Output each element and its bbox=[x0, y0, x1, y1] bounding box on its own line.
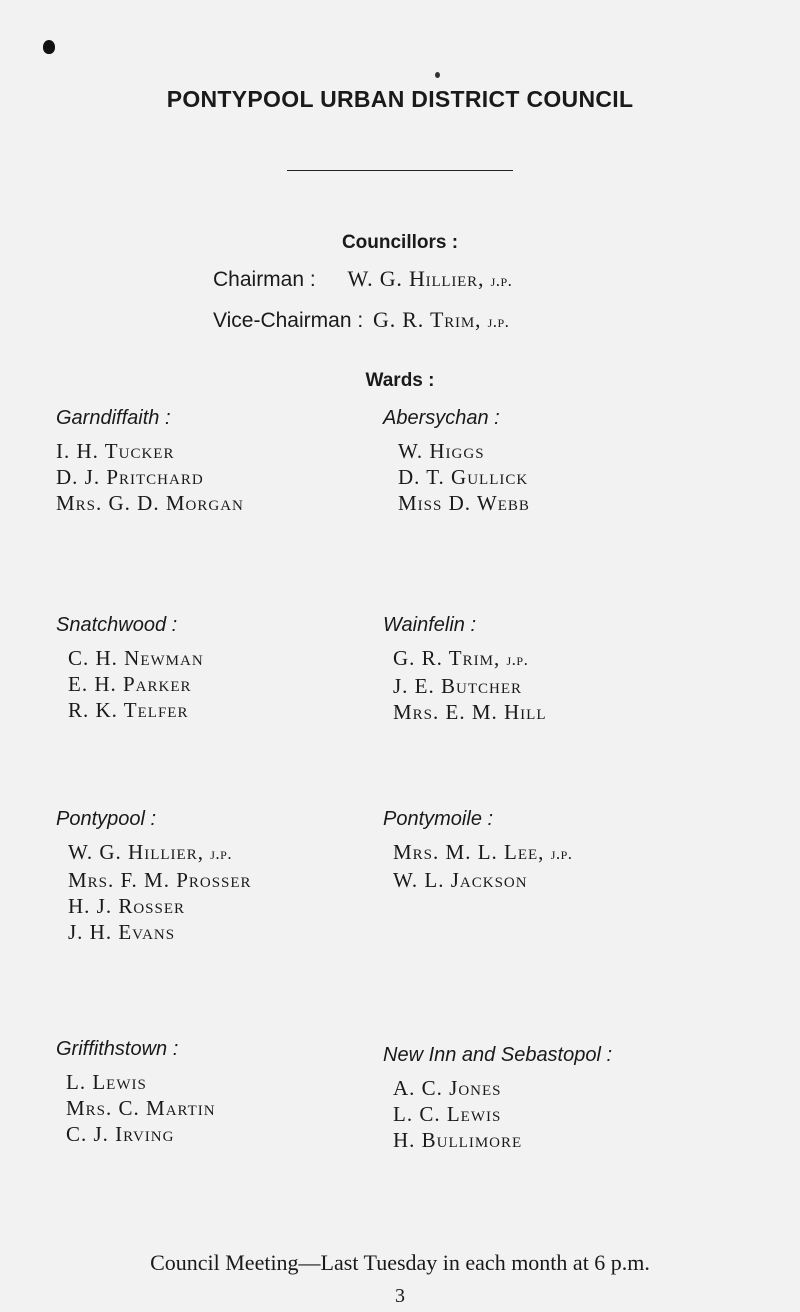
vice-chairman-name: G. R. Trim, j.p. bbox=[373, 307, 510, 332]
vice-chairman-label: Vice-Chairman : bbox=[213, 309, 364, 332]
ink-blot-mark bbox=[43, 40, 55, 54]
list-item: C. J. Irving bbox=[66, 1122, 175, 1146]
ward-name: Wainfelin : bbox=[383, 614, 477, 636]
list-item: L. C. Lewis bbox=[393, 1102, 502, 1126]
member-list bbox=[56, 645, 204, 723]
list-item: H. Bullimore bbox=[393, 1128, 523, 1152]
list-item: Mrs. F. M. Prosser bbox=[68, 868, 252, 892]
list-item: J. H. Evans bbox=[68, 920, 176, 944]
list-item: Mrs. M. L. Lee, j.p. bbox=[393, 840, 573, 864]
ward-name: Pontypool : bbox=[56, 808, 157, 830]
list-item: W. L. Jackson bbox=[393, 868, 528, 892]
ward-griffithstown bbox=[56, 1038, 216, 1147]
list-item: W. Higgs bbox=[398, 439, 485, 463]
page-number: 3 bbox=[395, 1285, 405, 1307]
wards-heading: Wards : bbox=[365, 370, 435, 391]
member-list bbox=[383, 438, 530, 516]
ink-dot-mark bbox=[435, 72, 440, 78]
ward-snatchwood bbox=[56, 614, 204, 723]
list-item: Mrs. C. Martin bbox=[66, 1096, 216, 1120]
list-item: D. J. Pritchard bbox=[56, 465, 204, 489]
ward-pontymoile bbox=[383, 808, 573, 893]
member-list bbox=[56, 839, 252, 945]
ward-name: Garndiffaith : bbox=[56, 407, 171, 429]
member-list bbox=[383, 645, 547, 725]
ward-name: Snatchwood : bbox=[56, 614, 178, 636]
list-item: R. K. Telfer bbox=[68, 698, 189, 722]
title-divider bbox=[287, 170, 513, 171]
list-item: H. J. Rosser bbox=[68, 894, 186, 918]
ward-pontypool bbox=[56, 808, 252, 945]
list-item: I. H. Tucker bbox=[56, 439, 175, 463]
list-item: Mrs. G. D. Morgan bbox=[56, 491, 244, 515]
councillors-heading: Councillors : bbox=[341, 232, 459, 253]
ward-name: Abersychan : bbox=[383, 407, 500, 429]
chairman-name: W. G. Hillier, j.p. bbox=[347, 266, 513, 291]
member-list bbox=[56, 438, 244, 516]
list-item: L. Lewis bbox=[66, 1070, 147, 1094]
ward-name: New Inn and Sebastopol : bbox=[383, 1044, 613, 1066]
list-item: Mrs. E. M. Hill bbox=[393, 700, 547, 724]
council-meeting-note: Council Meeting—Last Tuesday in each month at 6 p.m. bbox=[150, 1250, 650, 1275]
member-list bbox=[56, 1069, 216, 1147]
member-list bbox=[383, 1075, 612, 1153]
list-item: A. C. Jones bbox=[393, 1076, 502, 1100]
ward-new-inn-and-sebastopol bbox=[383, 1044, 612, 1153]
list-item: D. T. Gullick bbox=[398, 465, 529, 489]
vice-chairman-line bbox=[213, 307, 509, 333]
ward-name: Griffithstown : bbox=[56, 1038, 179, 1060]
chairman-label: Chairman : bbox=[213, 268, 316, 291]
list-item: W. G. Hillier, j.p. bbox=[68, 840, 233, 864]
ward-abersychan bbox=[383, 407, 530, 516]
ward-wainfelin bbox=[383, 614, 547, 725]
list-item: Miss D. Webb bbox=[398, 491, 530, 515]
list-item: C. H. Newman bbox=[68, 646, 204, 670]
list-item: J. E. Butcher bbox=[393, 674, 523, 698]
ward-garndiffaith bbox=[56, 407, 244, 516]
chairman-line bbox=[213, 266, 512, 292]
list-item: G. R. Trim, j.p. bbox=[393, 646, 529, 670]
page-title: PONTYPOOL URBAN DISTRICT COUNCIL bbox=[166, 86, 634, 112]
list-item: E. H. Parker bbox=[68, 672, 192, 696]
member-list bbox=[383, 839, 573, 893]
ward-name: Pontymoile : bbox=[383, 808, 494, 830]
